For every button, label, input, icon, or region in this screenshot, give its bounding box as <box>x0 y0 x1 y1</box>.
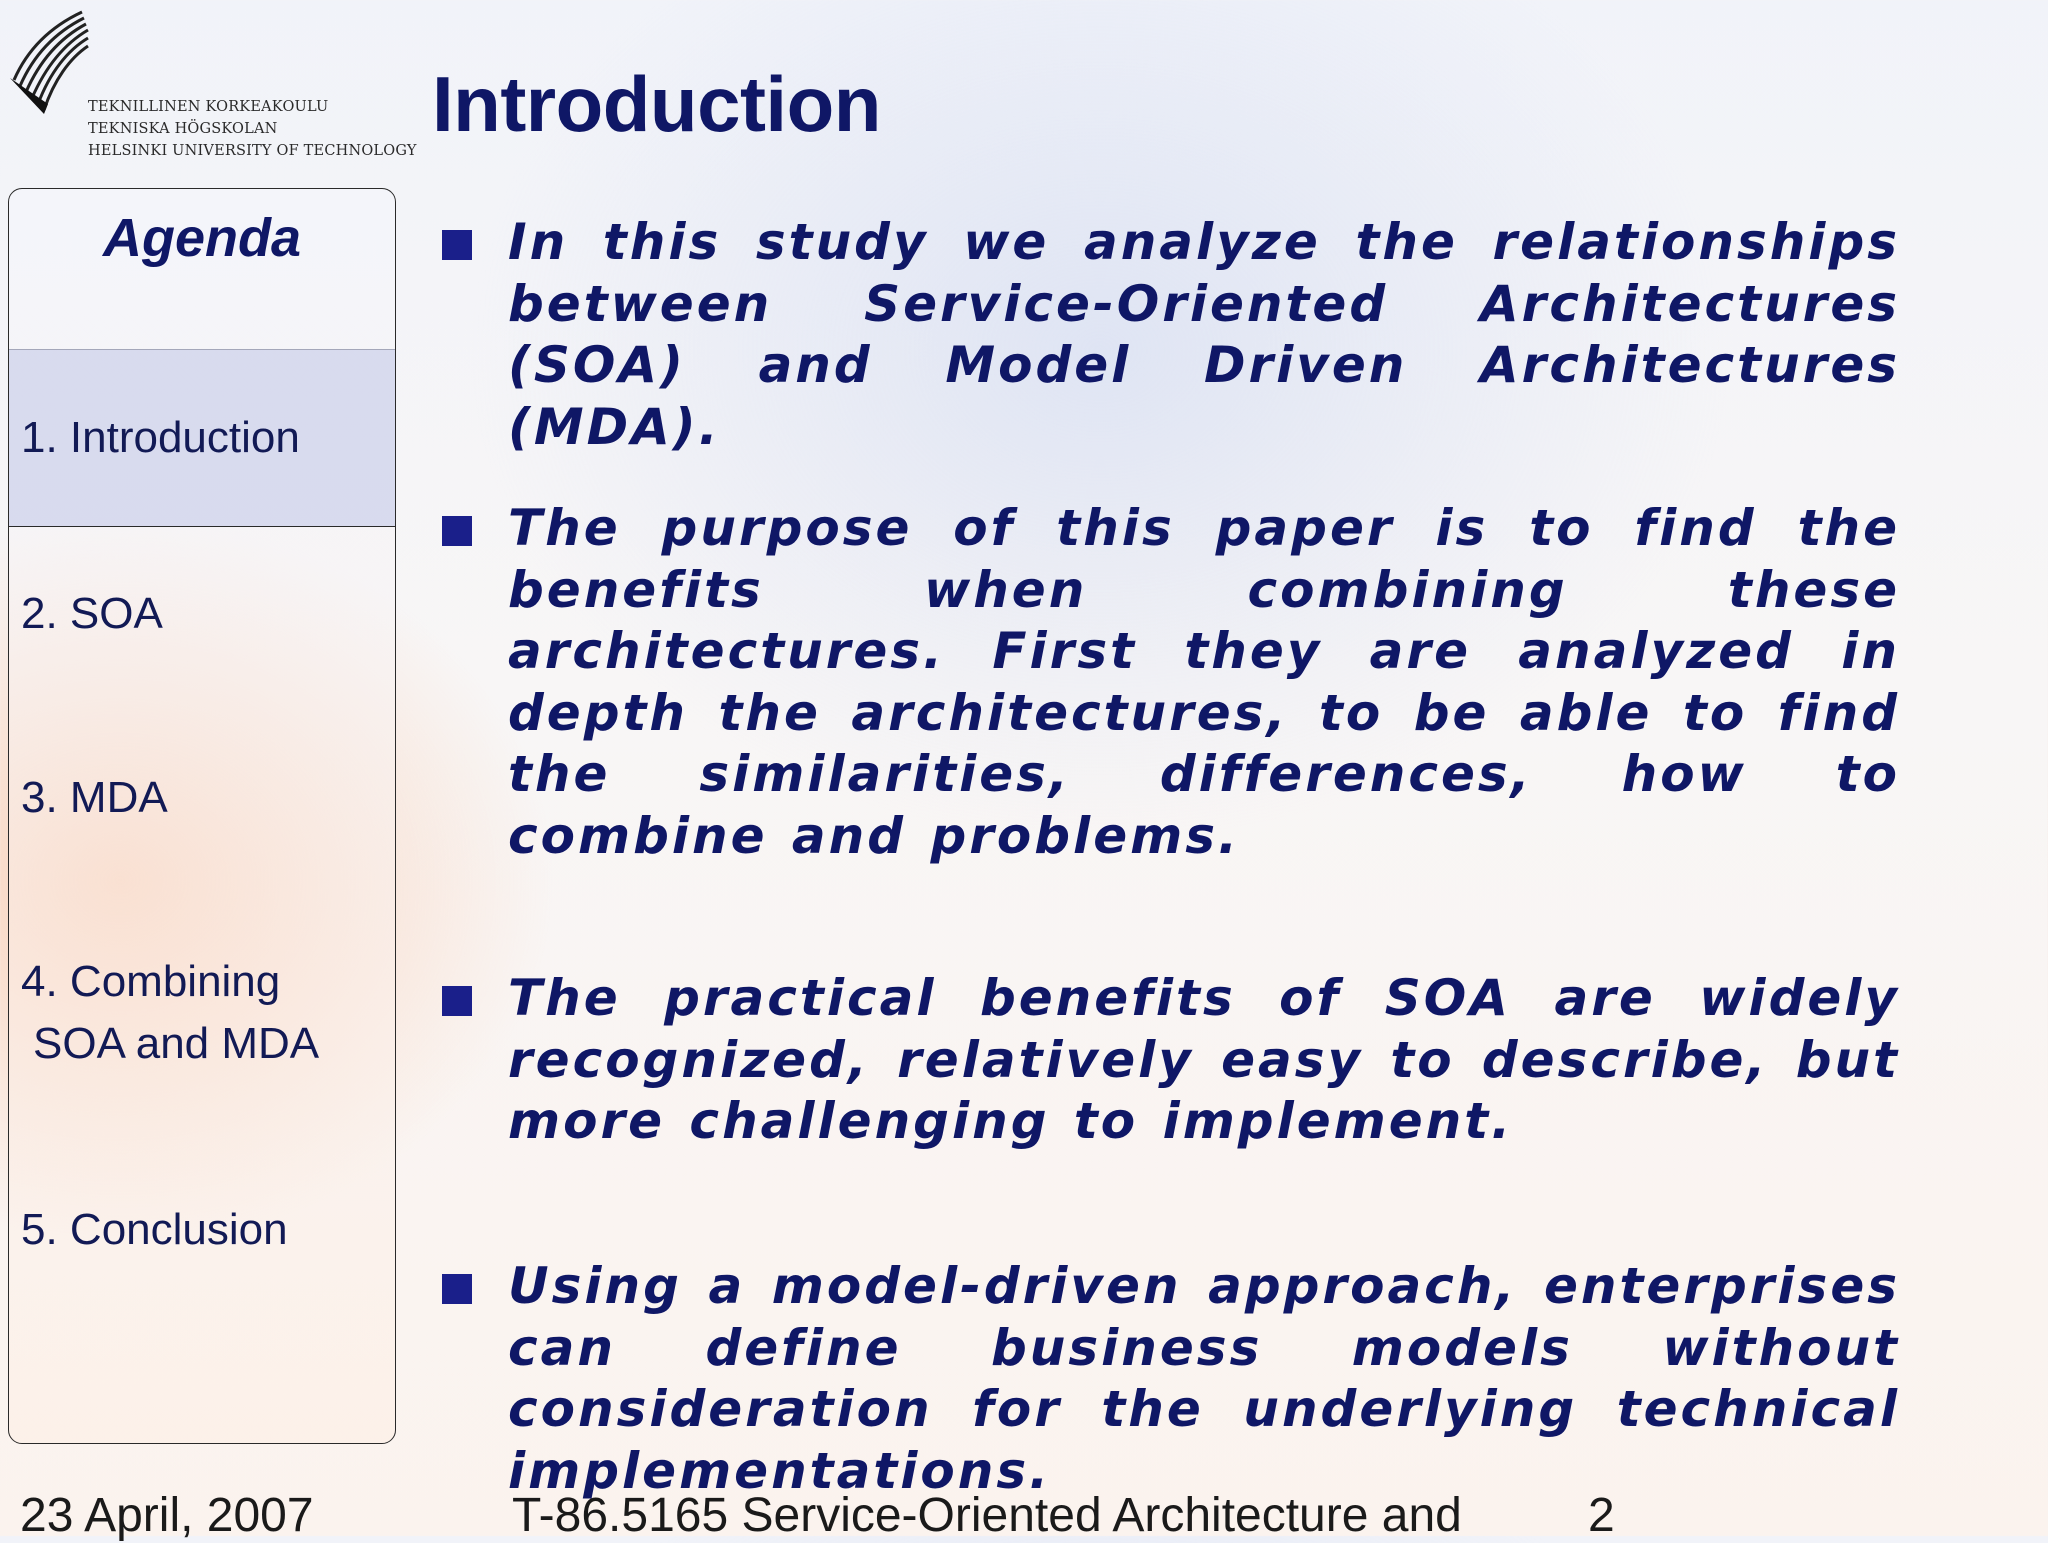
agenda-item-introduction[interactable] <box>9 349 395 527</box>
university-name-line-1: TEKNILLINEN KORKEAKOULU <box>88 99 329 115</box>
university-name-line-3: HELSINKI UNIVERSITY OF TECHNOLOGY <box>88 143 417 159</box>
agenda-item-mda[interactable] <box>21 767 168 829</box>
agenda-item-combining[interactable] <box>21 951 319 1075</box>
bullet-text: The practical benefits of SOA are widely recognized, relatively easy to describe, but more challenging to implement. <box>508 969 1900 1150</box>
agenda-title: Agenda <box>102 208 302 268</box>
university-name <box>88 96 417 162</box>
agenda-item-conclusion[interactable] <box>21 1199 288 1261</box>
bullet-text: The purpose of this paper is to find the benefits when combining these architectures. First they are analyzed in depth the architectures, to be able to find the similarities, differences, how to combine and problems. <box>508 499 1900 865</box>
square-bullet-icon <box>442 230 472 260</box>
university-emblem-icon <box>8 8 92 116</box>
agenda-item-label: 5. Conclusion <box>21 1205 288 1254</box>
square-bullet-icon <box>442 1274 472 1304</box>
bullet-text: In this study we analyze the relationships between Service-Oriented Architectures (SOA) and Model Driven Architectures (MDA). <box>508 213 1900 456</box>
square-bullet-icon <box>442 516 472 546</box>
university-name-line-2: TEKNISKA HÖGSKOLAN <box>88 121 278 137</box>
agenda-item-soa[interactable] <box>21 583 163 645</box>
page-number: 2 <box>1588 1489 1615 1542</box>
agenda-panel <box>8 188 396 1444</box>
square-bullet-icon <box>442 986 472 1016</box>
agenda-item-label: 3. MDA <box>21 773 168 822</box>
footer-date: 23 April, 2007 <box>20 1489 314 1542</box>
agenda-item-label: 4. Combining <box>21 957 281 1006</box>
agenda-item-label-line-2: SOA and MDA <box>33 1019 320 1068</box>
agenda-item-label: 2. SOA <box>21 589 163 638</box>
footer-course-name: T-86.5165 Service-Oriented Architecture and <box>512 1489 1462 1542</box>
agenda-item-label: 1. Introduction <box>21 413 300 462</box>
agenda-header <box>9 189 395 350</box>
slide-title: Introduction <box>432 60 881 148</box>
university-logo <box>8 8 417 159</box>
bullet-text: Using a model-driven approach, enterprises can define business models without consideration for the underlying technical implementations. <box>508 1257 1900 1500</box>
